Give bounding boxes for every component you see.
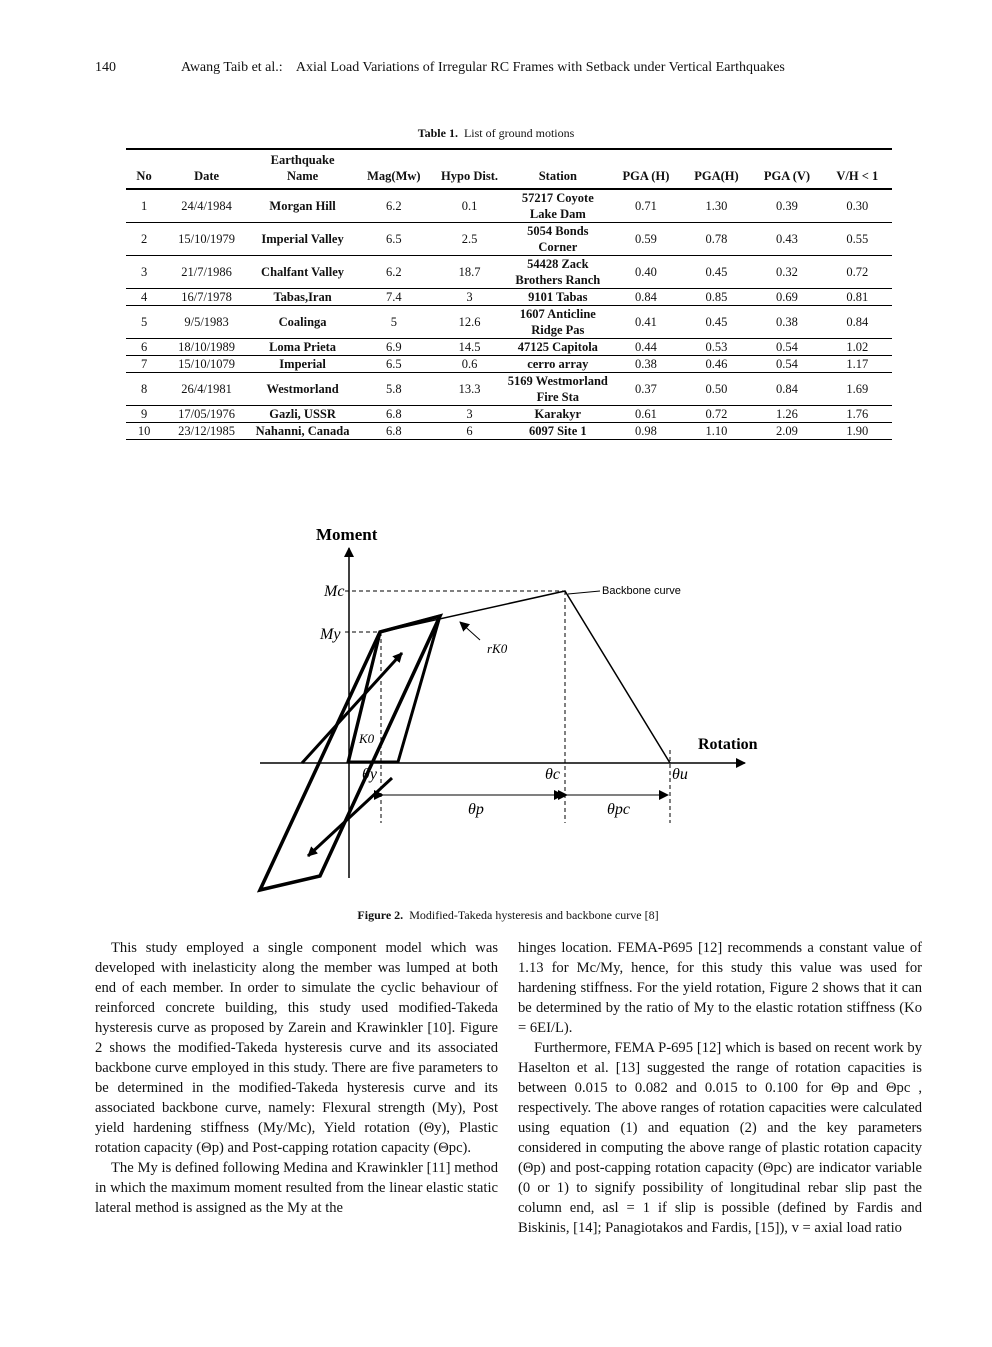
col-header: Station: [505, 149, 610, 189]
backbone-curve: [349, 591, 670, 763]
table-row: [126, 423, 892, 440]
table-cell: 0.59: [610, 223, 681, 256]
table-cell: 0.39: [751, 189, 822, 223]
table-cell: 1: [126, 189, 162, 223]
table-cell: 6.9: [354, 339, 434, 356]
table-cell: 1.76: [823, 406, 892, 423]
table-cell: 0.78: [682, 223, 752, 256]
table-row: [126, 306, 892, 339]
table-caption: [0, 126, 992, 141]
table-cell: 23/12/1985: [162, 423, 251, 440]
table-cell: 1.26: [751, 406, 822, 423]
table-cell: 26/4/1981: [162, 373, 251, 406]
table-cell: 1.69: [823, 373, 892, 406]
table-cell: 0.50: [682, 373, 752, 406]
table-cell: 0.53: [682, 339, 752, 356]
table-cell: 0.69: [751, 289, 822, 306]
table-cell: 54428 Zack Brothers Ranch: [505, 256, 610, 289]
col-header: PGA (H): [610, 149, 681, 189]
table-cell: 0.71: [610, 189, 681, 223]
rotation-label: Rotation: [698, 736, 758, 753]
table-cell: 0.43: [751, 223, 822, 256]
table-cell: 6.5: [354, 356, 434, 373]
backbone-leader: [568, 591, 600, 594]
table-cell: 6.5: [354, 223, 434, 256]
table-header-row: [126, 149, 892, 189]
table-cell: Morgan Hill: [251, 189, 354, 223]
table-cell: 0.46: [682, 356, 752, 373]
table-cell: 1.02: [823, 339, 892, 356]
page-number: 140: [95, 60, 116, 75]
table-cell: 2.5: [434, 223, 506, 256]
table-cell: 1.10: [682, 423, 752, 440]
figure-caption-text: Modified-Takeda hysteresis and backbone curve [8]: [409, 908, 659, 922]
table-cell: 0.84: [610, 289, 681, 306]
table-title: List of ground motions: [463, 126, 575, 140]
table-cell: 7: [126, 356, 162, 373]
table-cell: 6.2: [354, 256, 434, 289]
table-cell: 5169 Westmorland Fire Sta: [505, 373, 610, 406]
table-cell: 0.32: [751, 256, 822, 289]
table-cell: 0.6: [434, 356, 506, 373]
table-cell: 1.90: [823, 423, 892, 440]
table-cell: 12.6: [434, 306, 506, 339]
table-row: [126, 406, 892, 423]
theta-c-label: θc: [545, 766, 560, 783]
table-label: Table 1.: [417, 126, 458, 140]
col-header: No: [126, 149, 162, 189]
table-cell: 47125 Capitola: [505, 339, 610, 356]
table-cell: 1.30: [682, 189, 752, 223]
table-cell: Imperial: [251, 356, 354, 373]
backbone-label: Backbone curve: [602, 585, 681, 597]
table-cell: 0.72: [823, 256, 892, 289]
table-cell: 18.7: [434, 256, 506, 289]
table-cell: 6.2: [354, 189, 434, 223]
table-cell: 16/7/1978: [162, 289, 251, 306]
col-header: Mag(Mw): [354, 149, 434, 189]
paragraph: The My is defined following Medina and Krawinkler [11] method in which the maximum moment resulted from the linear elastic static lateral method is assigned as the My at the: [95, 1160, 498, 1216]
table-row: [126, 373, 892, 406]
table-row: [126, 223, 892, 256]
table-row: [126, 256, 892, 289]
table-cell: 21/7/1986: [162, 256, 251, 289]
table-cell: 0.84: [751, 373, 822, 406]
table-cell: Tabas,Iran: [251, 289, 354, 306]
table-cell: 0.54: [751, 339, 822, 356]
col-header: PGA (V): [751, 149, 822, 189]
table-cell: 0.40: [610, 256, 681, 289]
table-cell: 8: [126, 373, 162, 406]
table-cell: 5: [354, 306, 434, 339]
rk0-leader: [460, 622, 480, 640]
table-cell: Karakyr: [505, 406, 610, 423]
theta-y-label: θy: [362, 766, 377, 783]
table-cell: 0.45: [682, 306, 752, 339]
table-row: [126, 189, 892, 223]
table-cell: 24/4/1984: [162, 189, 251, 223]
table-cell: 5.8: [354, 373, 434, 406]
table-cell: 0.30: [823, 189, 892, 223]
running-head: Awang Taib et al.: Axial Load Variations of Irregular RC Frames with Setback under Vertical Earthquakes: [181, 60, 785, 75]
table-cell: 0.61: [610, 406, 681, 423]
table-cell: 0.85: [682, 289, 752, 306]
table-cell: 4: [126, 289, 162, 306]
table-cell: Imperial Valley: [251, 223, 354, 256]
table-cell: 9101 Tabas: [505, 289, 610, 306]
k0-label: K0: [359, 731, 375, 746]
table-cell: 0.54: [751, 356, 822, 373]
table-cell: 15/10/1979: [162, 223, 251, 256]
theta-p-label: θp: [468, 801, 484, 818]
table-cell: 3: [434, 289, 506, 306]
figure-label: Figure 2.: [357, 908, 404, 922]
table-cell: 3: [434, 406, 506, 423]
paragraph: Furthermore, FEMA P-695 [12] which is based on recent work by Haselton et al. [13] suggested the range of rotation capacities is between 0.015 to 0.082 and 0.015 to 0.100 for Θp and Θpc , respectively. The above ranges of rotation capacities were calculated using equation (1) and equation (2) and the key parameters considered in computing the above range of plastic rotation capacity (Θp) and post-capping rotation capacity (Θpc) are indicator variable (0 or 1) to signify possibility of longitudinal rebar slip past the column end, asl = 1 if slip is possible (defined by Fardis and Biskinis, [14]; Panagiotakos and Fardis, [15]), v = axial load ratio: [518, 1040, 922, 1236]
table-cell: cerro array: [505, 356, 610, 373]
table-cell: 0.84: [823, 306, 892, 339]
table-cell: 2: [126, 223, 162, 256]
table-cell: 15/10/1079: [162, 356, 251, 373]
table-row: [126, 339, 892, 356]
table-cell: 14.5: [434, 339, 506, 356]
table-cell: 6.8: [354, 406, 434, 423]
table-cell: 0.98: [610, 423, 681, 440]
table-cell: Westmorland: [251, 373, 354, 406]
theta-u-label: θu: [672, 766, 688, 783]
table-cell: 18/10/1989: [162, 339, 251, 356]
table-cell: Loma Prieta: [251, 339, 354, 356]
table-cell: 0.44: [610, 339, 681, 356]
moment-label: Moment: [316, 525, 378, 544]
table-cell: 2.09: [751, 423, 822, 440]
table-cell: 5054 Bonds Corner: [505, 223, 610, 256]
col-header: Date: [162, 149, 251, 189]
table-cell: 0.38: [610, 356, 681, 373]
table-cell: Gazli, USSR: [251, 406, 354, 423]
paragraph: This study employed a single component model which was developed with inelasticity along the member was lumped at both end of each member. In order to simulate the cyclic behaviour of reinforced concrete building, this study used modified-Takeda hysteresis curve as proposed by Zarein and Krawinkler [10]. Figure 2 shows the modified-Takeda hysteresis curve and its associated backbone curve employed in this study. There are five parameters to be determined in the modified-Takeda hysteresis curve and its associated backbone curve, namely: Flexural strength (My), Post yield hardening stiffness (My/Mc), Yield rotation (Θy), Plastic rotation capacity (Θp) and Post-capping rotation capacity (Θpc).: [95, 940, 498, 1156]
rk0-label: rK0: [487, 641, 508, 656]
table-cell: 0.72: [682, 406, 752, 423]
col-header: V/H < 1: [823, 149, 892, 189]
table-cell: 57217 Coyote Lake Dam: [505, 189, 610, 223]
mc-label: Mc: [324, 583, 345, 600]
col-header: Hypo Dist.: [434, 149, 506, 189]
table-cell: 9/5/1983: [162, 306, 251, 339]
table-cell: 1607 Anticline Ridge Pas: [505, 306, 610, 339]
table-cell: 6097 Site 1: [505, 423, 610, 440]
paragraph: hinges location. FEMA-P695 [12] recommends a constant value of 1.13 for Mc/My, hence, for this study this value was used for hardening stiffness. For the yield rotation, Figure 2 shows that it can be determined by the ratio of My to the elastic rotation stiffness (Ko = 6EI/L).: [518, 940, 922, 1036]
table-cell: 6: [434, 423, 506, 440]
ground-motions-table: [126, 148, 892, 440]
table-cell: 0.45: [682, 256, 752, 289]
table-row: [126, 356, 892, 373]
table-cell: 5: [126, 306, 162, 339]
table-cell: 17/05/1976: [162, 406, 251, 423]
table-cell: 9: [126, 406, 162, 423]
figure-caption: [0, 908, 992, 923]
table-cell: 6.8: [354, 423, 434, 440]
col-header: PGA(H): [682, 149, 752, 189]
table-cell: 0.81: [823, 289, 892, 306]
table-cell: 6: [126, 339, 162, 356]
col-header: [251, 149, 354, 189]
unload-arrow-down: [308, 778, 392, 856]
table-row: [126, 289, 892, 306]
body-column-right: [518, 938, 922, 1238]
table-cell: Nahanni, Canada: [251, 423, 354, 440]
table-cell: 3: [126, 256, 162, 289]
body-column-left: [95, 938, 498, 1218]
table-cell: 0.1: [434, 189, 506, 223]
table-cell: 1.17: [823, 356, 892, 373]
table-cell: Coalinga: [251, 306, 354, 339]
table-cell: 10: [126, 423, 162, 440]
my-label: My: [320, 626, 341, 643]
col-header-earthquake: Earthquake Name: [270, 153, 335, 183]
theta-pc-label: θpc: [607, 801, 630, 818]
takeda-figure: [250, 518, 785, 896]
table-cell: 7.4: [354, 289, 434, 306]
table-cell: 0.41: [610, 306, 681, 339]
table-cell: 0.37: [610, 373, 681, 406]
table-cell: 13.3: [434, 373, 506, 406]
table-cell: 0.38: [751, 306, 822, 339]
table-cell: Chalfant Valley: [251, 256, 354, 289]
table-cell: 0.55: [823, 223, 892, 256]
